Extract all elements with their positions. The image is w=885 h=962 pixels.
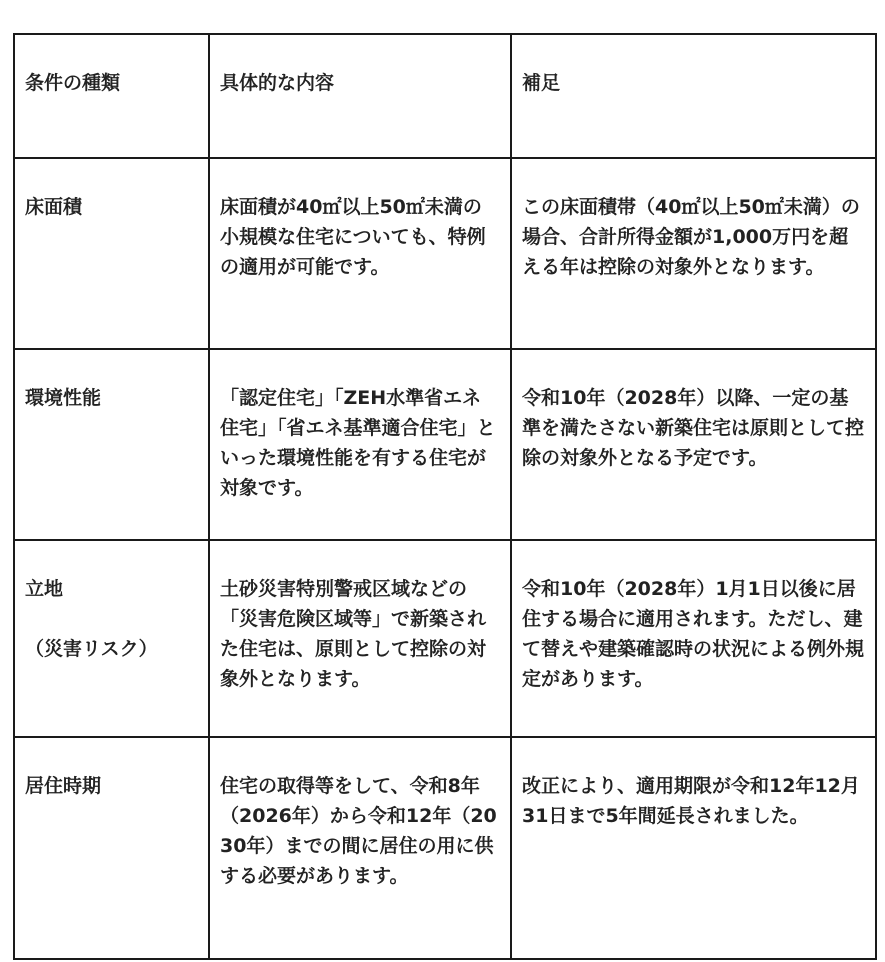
table-header-row bbox=[14, 34, 876, 158]
row-note-cell: 令和10年（2028年）以降、一定の基準を満たさない新築住宅は原則として控除の対象外となる予定です。 bbox=[511, 349, 876, 540]
conditions-table bbox=[13, 33, 877, 960]
header-cell-content: 具体的な内容 bbox=[209, 34, 511, 158]
row-content-cell: 「認定住宅」「ZEH水準省エネ住宅」「省エネ基準適合住宅」といった環境性能を有する住宅が対象です。 bbox=[209, 349, 511, 540]
row-type-cell bbox=[14, 540, 209, 737]
row-type-cell bbox=[14, 349, 209, 540]
row-type-label: 環境性能 bbox=[25, 387, 102, 409]
row-type-sublabel: （災害リスク） bbox=[25, 638, 158, 660]
header-cell-type: 条件の種類 bbox=[14, 34, 209, 158]
table-row bbox=[14, 158, 876, 349]
row-note-cell: 改正により、適用期限が令和12年12月31日まで5年間延長されました。 bbox=[511, 737, 876, 959]
row-type-label: 居住時期 bbox=[25, 775, 102, 797]
row-note-cell: 令和10年（2028年）1月1日以後に居住する場合に適用されます。ただし、建て替えや建築確認時の状況による例外規定があります。 bbox=[511, 540, 876, 737]
row-content-cell: 住宅の取得等をして、令和8年（2026年）から令和12年（2030年）までの間に居住の用に供する必要があります。 bbox=[209, 737, 511, 959]
row-type-label: 立地 bbox=[25, 578, 64, 600]
row-content-cell: 土砂災害特別警戒区域などの「災害危険区域等」で新築された住宅は、原則として控除の対象外となります。 bbox=[209, 540, 511, 737]
row-type-cell bbox=[14, 737, 209, 959]
header-cell-note: 補足 bbox=[511, 34, 876, 158]
row-type-cell bbox=[14, 158, 209, 349]
row-type-label: 床面積 bbox=[25, 196, 83, 218]
table-row bbox=[14, 540, 876, 737]
row-note-cell: この床面積帯（40㎡以上50㎡未満）の場合、合計所得金額が1,000万円を超える年は控除の対象外となります。 bbox=[511, 158, 876, 349]
table-row bbox=[14, 349, 876, 540]
row-content-cell: 床面積が40㎡以上50㎡未満の小規模な住宅についても、特例の適用が可能です。 bbox=[209, 158, 511, 349]
table-row bbox=[14, 737, 876, 959]
